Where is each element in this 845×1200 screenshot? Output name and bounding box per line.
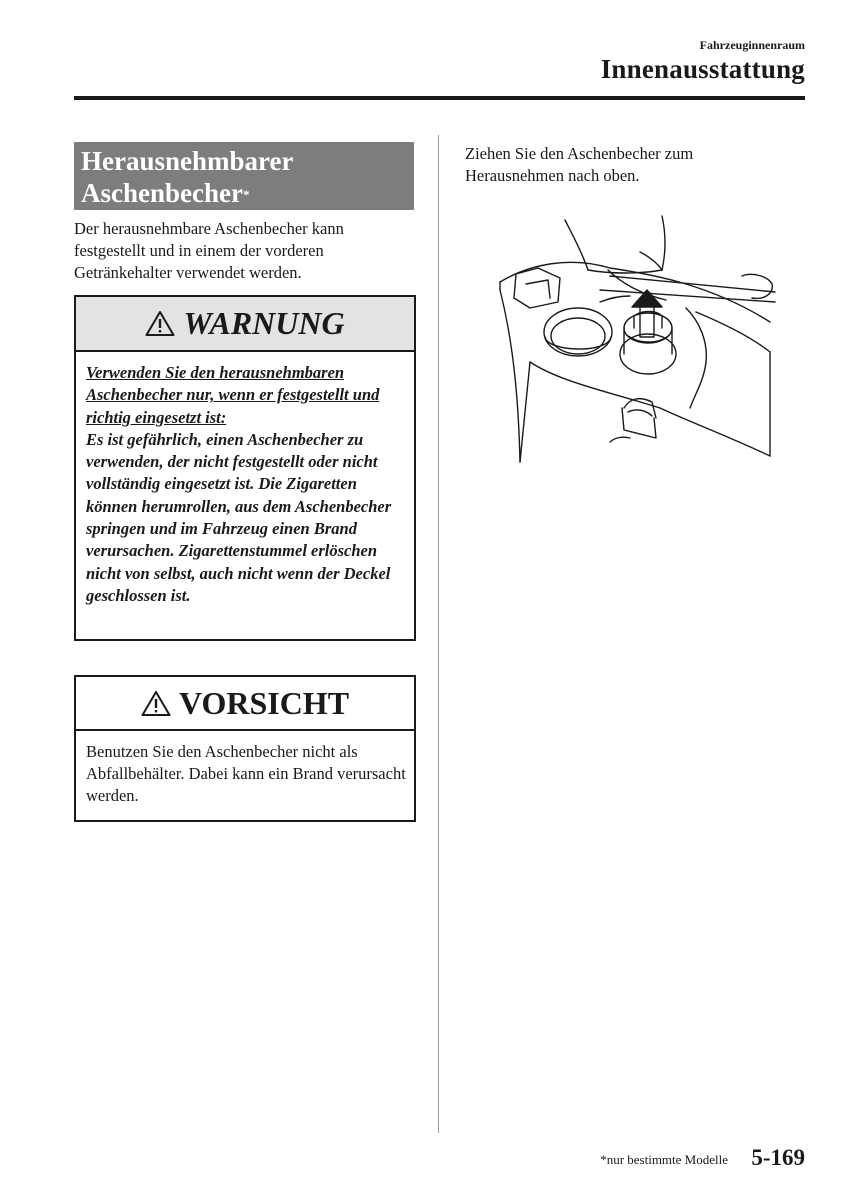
section-heading-line2 [81,177,414,209]
warning-text: Es ist gefährlich, einen Aschenbecher zu verwenden, der nicht festgestellt oder nicht vollständig eingesetzt ist. Die Zigaretten können herumrollen, aus dem Aschenbecher springen und im Fahrzeug einen Brand verursachen. Zigarettenstummel erlöschen nicht von selbst, auch nicht wenn der Deckel geschlossen ist. [86,429,392,605]
caution-body: Benutzen Sie den Aschenbecher nicht als Abfallbehälter. Dabei kann ein Brand verursacht werden. [86,742,406,805]
caution-title: VORSICHT [178,684,350,721]
section-heading-line1: Herausnehmbarer [81,146,294,176]
footnote: *nur bestimmte Modelle [600,1152,728,1167]
chapter-subtitle: Fahrzeuginnenraum [699,38,805,52]
ashtray-removal-illustration [490,212,780,474]
caution-box [74,675,416,822]
warning-triangle-icon [141,690,171,717]
warning-title: WARNUNG [183,305,345,341]
column-divider [438,135,439,1133]
chapter-title: Innenausstattung [600,54,805,84]
model-footnote-mark: * [242,187,250,202]
warning-triangle-icon [145,310,175,337]
removal-instruction: Ziehen Sie den Aschenbecher zum Herausnehmen nach oben. [465,144,694,185]
section-intro: Der herausnehmbare Aschenbecher kann festgestellt und in einem der vorderen Getränkehalter verwendet werden. [74,219,344,282]
section-heading-text: Aschenbecher [81,178,243,208]
header-rule [74,96,805,100]
warning-header [76,297,414,352]
page-number: 5-169 [751,1145,805,1170]
section-heading [74,142,414,210]
warning-body [76,352,414,607]
warning-lead: Verwenden Sie den herausnehmbaren Aschenbecher nur, wenn er festgestellt und richtig eingesetzt ist: [86,363,380,427]
warning-box [74,295,416,641]
caution-header [76,677,414,731]
